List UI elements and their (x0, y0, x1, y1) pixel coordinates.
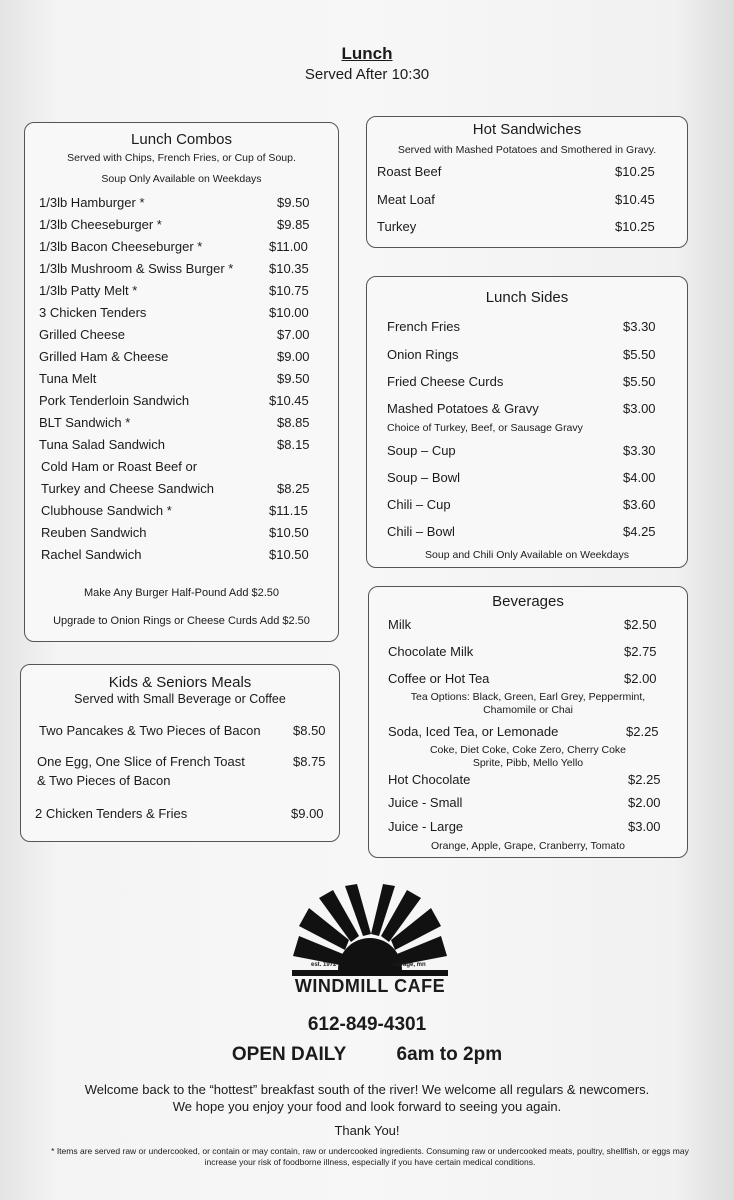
lunch-combos-title: Lunch Combos (131, 131, 232, 148)
menu-item-price: $8.25 (277, 481, 310, 496)
menu-item-price: $10.00 (269, 305, 309, 320)
menu-item-price: $2.50 (624, 617, 657, 632)
menu-item-price: $8.85 (277, 415, 310, 430)
kids-seniors-title: Kids & Seniors Meals (108, 674, 252, 691)
lunch-combos-note: Served with Chips, French Fries, or Cup of Soup. (67, 152, 296, 164)
open-hours: 6am to 2pm (396, 1044, 503, 1065)
menu-item-name: Chocolate Milk (388, 644, 474, 659)
menu-item-name: Coffee or Hot Tea (388, 671, 490, 686)
menu-header (0, 44, 734, 83)
menu-item-name: Soup – Cup (387, 443, 456, 458)
menu-item-price: $8.15 (277, 437, 310, 452)
logo-name: WINDMILL CAFE (294, 976, 446, 996)
thank-you: Thank You! (334, 1123, 400, 1138)
menu-item-price: $10.45 (615, 192, 655, 207)
menu-item-name: 1/3lb Patty Melt * (39, 283, 138, 298)
menu-item-price: $9.50 (277, 195, 310, 210)
menu-item-name: Clubhouse Sandwich * (41, 503, 172, 518)
menu-item-price: $11.00 (269, 239, 308, 254)
menu-item-price: $8.50 (293, 723, 326, 738)
menu-item-price: $2.25 (626, 724, 659, 739)
windmill-cafe-logo (285, 884, 455, 998)
menu-item-name: French Fries (387, 319, 460, 334)
menu-item-price: $2.00 (624, 671, 657, 686)
menu-item-name: Juice - Small (388, 795, 463, 810)
hot-sandwiches-title: Hot Sandwiches (472, 121, 582, 138)
logo-est: est. 1972 (311, 962, 337, 968)
menu-item-name: Tuna Salad Sandwich (39, 437, 165, 452)
phone-number: 612-849-4301 (307, 1014, 427, 1035)
menu-item-name: 1/3lb Mushroom & Swiss Burger * (39, 261, 234, 276)
hot-sandwiches-note: Served with Mashed Potatoes and Smothered in Gravy. (397, 144, 657, 156)
lunch-sides-title: Lunch Sides (485, 289, 569, 306)
menu-item-name: One Egg, One Slice of French Toast (37, 754, 245, 769)
soda-options-note: Coke, Diet Coke, Coke Zero, Cherry Coke (429, 744, 627, 756)
lunch-sides-box (366, 276, 688, 568)
menu-item-name: Chili – Cup (387, 497, 451, 512)
menu-item-price: $4.25 (623, 524, 656, 539)
hours-line (0, 1044, 734, 1066)
menu-item-name: Soup – Bowl (387, 470, 460, 485)
menu-item-name: Pork Tenderloin Sandwich (39, 393, 190, 408)
gravy-note (387, 422, 583, 434)
menu-item-price: $3.00 (623, 401, 656, 416)
menu-item-price: $5.50 (623, 374, 656, 389)
menu-item-name: Turkey and Cheese Sandwich (41, 481, 214, 496)
menu-item-price: $2.75 (624, 644, 657, 659)
menu-item-name: 3 Chicken Tenders (39, 305, 147, 320)
sides-upgrade-note: Upgrade to Onion Rings or Cheese Curds Add $2.50 (53, 615, 310, 627)
menu-item-name: Onion Rings (387, 347, 459, 362)
menu-item-name: Grilled Ham & Cheese (39, 349, 169, 364)
food-safety-disclaimer: * Items are served raw or undercooked, or contain or may contain, raw or undercooked ingredients. Consuming raw or undercooked meats, poultry, shellfish, or eggs may increase your risk of foodborne illness, especially if you have certain medical conditions. (51, 1146, 689, 1167)
welcome-message-2: We hope you enjoy your food and look forward to seeing you again. (172, 1099, 562, 1114)
kids-seniors-note: Served with Small Beverage or Coffee (74, 692, 286, 706)
menu-item-price: $3.30 (623, 319, 656, 334)
kids-seniors-box (20, 664, 340, 842)
menu-item-name: Hot Chocolate (388, 772, 471, 787)
menu-item-name: Meat Loaf (377, 192, 435, 207)
menu-item-price: $2.25 (628, 772, 661, 787)
menu-item-price: $10.50 (269, 525, 309, 540)
beverages-title: Beverages (492, 593, 564, 610)
soda-options-note-2: Sprite, Pibb, Mello Yello (472, 757, 584, 769)
menu-item-name: Chili – Bowl (387, 524, 455, 539)
tea-options-note: Tea Options: Black, Green, Earl Grey, Peppermint, (410, 691, 646, 703)
menu-item-price: $3.30 (623, 443, 656, 458)
menu-item-name: Two Pancakes & Two Pieces of Bacon (39, 723, 261, 738)
menu-item-name: Soda, Iced Tea, or Lemonade (388, 724, 559, 739)
menu-item-name: 1/3lb Hamburger * (39, 195, 145, 210)
menu-item-name: Rachel Sandwich (41, 547, 142, 562)
menu-item-name: Reuben Sandwich (41, 525, 147, 540)
burger-upgrade-note: Make Any Burger Half-Pound Add $2.50 (83, 587, 280, 599)
menu-item-price: $10.45 (269, 393, 309, 408)
menu-item-price: $3.60 (623, 497, 656, 512)
menu-item-price: $5.50 (623, 347, 656, 362)
menu-item-price: $8.75 (293, 754, 326, 769)
menu-item-price: $9.00 (291, 806, 324, 821)
menu-item-price: $3.00 (628, 819, 661, 834)
menu-item-price: $10.75 (269, 283, 309, 298)
menu-item-price: $10.35 (269, 261, 309, 276)
hot-sandwiches-box (366, 116, 688, 248)
page-subtitle: Served After 10:30 (304, 66, 430, 83)
gravy-note-text: Choice of Turkey, Beef, or Sausage Gravy (387, 422, 583, 434)
lunch-combos-box (24, 122, 339, 642)
menu-item-name: Fried Cheese Curds (387, 374, 504, 389)
menu-item-price: $10.25 (615, 219, 655, 234)
menu-item-name: BLT Sandwich * (39, 415, 131, 430)
menu-item-name: Turkey (377, 219, 417, 234)
beverages-box (368, 586, 688, 858)
menu-item-name: & Two Pieces of Bacon (37, 773, 171, 788)
welcome-message: Welcome back to the “hottest” breakfast south of the river! We welcome all regulars & newcomers. (84, 1082, 650, 1097)
menu-item-price: $10.25 (615, 164, 655, 179)
juice-options-note: Orange, Apple, Grape, Cranberry, Tomato (431, 840, 625, 852)
menu-item-name: 1/3lb Cheeseburger * (39, 217, 162, 232)
tea-options-note-2: Chamomile or Chai (483, 704, 573, 716)
menu-item-name: Milk (388, 617, 412, 632)
logo-location: savage, mn (393, 962, 426, 968)
menu-item-price: $9.85 (277, 217, 310, 232)
menu-item-name: Juice - Large (388, 819, 464, 834)
menu-item-name: 1/3lb Bacon Cheeseburger * (39, 239, 203, 254)
menu-item-price: $11.15 (269, 503, 308, 518)
menu-item-price: $4.00 (623, 470, 656, 485)
open-daily-label: OPEN DAILY (231, 1044, 346, 1065)
lunch-combos-soup-note: Soup Only Available on Weekdays (101, 173, 262, 185)
menu-item-price: $10.50 (269, 547, 309, 562)
page-title: Lunch (341, 44, 393, 63)
menu-item-name: 2 Chicken Tenders & Fries (35, 806, 188, 821)
menu-item-name: Roast Beef (377, 164, 442, 179)
menu-item-name: Mashed Potatoes & Gravy (387, 401, 539, 416)
menu-item-price: $7.00 (277, 327, 310, 342)
menu-item-name: Tuna Melt (39, 371, 97, 386)
menu-item-name: Grilled Cheese (39, 327, 125, 342)
menu-item-price: $9.50 (277, 371, 310, 386)
menu-item-name: Cold Ham or Roast Beef or (41, 459, 198, 474)
sides-weekday-note: Soup and Chili Only Available on Weekdays (425, 549, 629, 561)
menu-item-price: $2.00 (628, 795, 661, 810)
menu-item-price: $9.00 (277, 349, 310, 364)
